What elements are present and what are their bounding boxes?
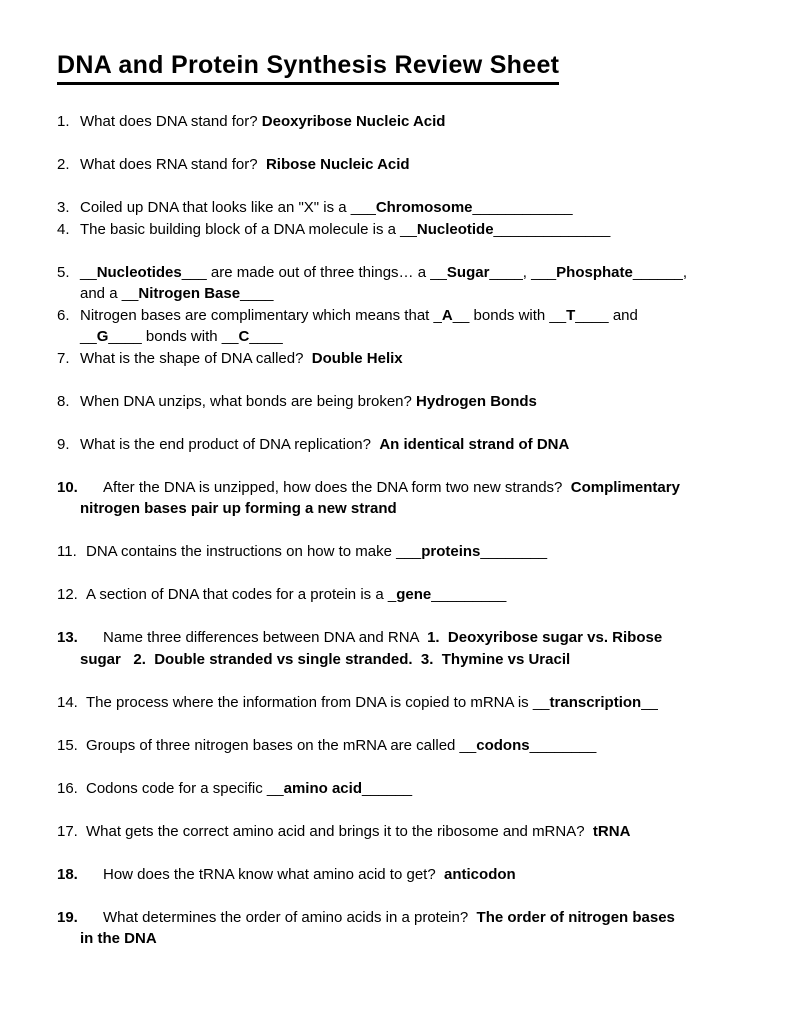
- answer-text: sugar 2. Double stranded vs single stranded. 3. Thymine vs Uracil: [80, 650, 571, 668]
- question-text-segment: __: [80, 263, 97, 281]
- question-text-segment: When DNA unzips, what bonds are being broken?: [80, 392, 417, 410]
- answer-text: proteins: [421, 543, 481, 560]
- question-text-segment: Groups of three nitrogen bases on the mRNA are called __: [86, 736, 477, 754]
- question-item: [57, 111, 767, 133]
- question-item: [57, 391, 767, 413]
- answer-text: Nucleotides: [96, 263, 182, 281]
- question-text: [86, 586, 506, 603]
- answer-text: G: [96, 328, 109, 345]
- question-text: [80, 264, 687, 303]
- question-text-segment: What does DNA stand for?: [80, 113, 262, 130]
- question-text: [80, 221, 610, 238]
- question-text-segment: What determines the order of amino acids in a protein?: [103, 908, 477, 926]
- question-text-segment: ____, ___: [489, 263, 557, 281]
- answer-text: Nucleotide: [416, 220, 494, 238]
- question-item: [57, 735, 767, 757]
- answer-text: Nitrogen Base: [138, 285, 241, 302]
- question-item: [57, 692, 767, 714]
- question-text-segment: and a __: [80, 285, 139, 302]
- question-number: 10.: [57, 478, 78, 496]
- question-number: 9.: [57, 435, 70, 453]
- question-text: [80, 113, 445, 130]
- question-number: 2.: [57, 156, 70, 173]
- question-text: [86, 737, 596, 754]
- question-text-segment: After the DNA is unzipped, how does the DNA form two new strands?: [103, 478, 571, 496]
- answer-text: tRNA: [592, 822, 631, 840]
- answer-text: 1. Deoxyribose sugar vs. Ribose: [427, 629, 663, 646]
- question-text-segment: The process where the information from DNA is copied to mRNA is __: [86, 693, 550, 711]
- answer-text: T: [566, 306, 576, 324]
- question-number: 17.: [57, 822, 78, 840]
- answer-text: Phosphate: [556, 263, 633, 281]
- question-text-segment: Coiled up DNA that looks like an "X" is a ___: [80, 199, 376, 216]
- question-text-segment: What gets the correct amino acid and brings it to the ribosome and mRNA?: [86, 822, 593, 840]
- question-text: [86, 543, 547, 560]
- question-number: 1.: [57, 113, 70, 130]
- question-text-segment: __: [641, 693, 658, 711]
- question-number: 15.: [57, 736, 78, 754]
- question-text: [86, 780, 412, 797]
- answer-text: anticodon: [444, 865, 516, 883]
- question-item: [57, 197, 767, 219]
- question-text: [103, 866, 516, 883]
- question-item: [57, 477, 767, 520]
- question-text: [80, 199, 573, 216]
- question-text-segment: The basic building block of a DNA molecule is a __: [80, 220, 417, 238]
- question-text-segment: ________: [529, 736, 597, 754]
- question-text-segment: Nitrogen bases are complimentary which means that _: [80, 306, 442, 324]
- question-text-segment: ______,: [632, 263, 688, 281]
- question-text-segment: How does the tRNA know what amino acid to get?: [103, 865, 445, 883]
- answer-text: C: [238, 328, 250, 345]
- question-number: 18.: [57, 865, 78, 883]
- answer-text: Complimentary: [570, 478, 680, 496]
- question-text: [80, 393, 537, 410]
- question-text-segment: ________: [480, 543, 548, 560]
- question-text-segment: What does RNA stand for?: [80, 156, 266, 173]
- question-number: 6.: [57, 306, 70, 324]
- answer-text: Deoxyribose Nucleic Acid: [261, 113, 446, 130]
- question-text: [86, 823, 630, 840]
- question-text: [80, 629, 662, 668]
- answer-text: in the DNA: [80, 930, 157, 947]
- question-item: [57, 262, 767, 305]
- question-text: [80, 156, 410, 173]
- question-list: [57, 111, 767, 950]
- answer-text: gene: [396, 586, 432, 603]
- question-text-segment: DNA contains the instructions on how to make ___: [86, 543, 422, 560]
- answer-text: Ribose Nucleic Acid: [265, 156, 410, 173]
- question-item: [57, 778, 767, 800]
- answer-text: A: [441, 306, 453, 324]
- question-text-segment: ____: [240, 285, 274, 302]
- question-text-segment: ____: [249, 328, 283, 345]
- question-text-segment: ____ and: [575, 306, 638, 324]
- answer-text: Double Helix: [311, 349, 403, 367]
- question-text-segment: Codons code for a specific __: [86, 779, 284, 797]
- question-item: [57, 627, 767, 670]
- question-text-segment: ______________: [493, 220, 611, 238]
- question-text: [80, 307, 638, 346]
- question-text-segment: ___ are made out of three things… a __: [181, 263, 447, 281]
- question-item: [57, 434, 767, 456]
- answer-text: nitrogen bases pair up forming a new strand: [80, 500, 397, 517]
- question-number: 14.: [57, 693, 78, 711]
- question-text-segment: ______: [361, 779, 413, 797]
- answer-text: Sugar: [446, 263, 490, 281]
- question-text-segment: What is the shape of DNA called?: [80, 349, 312, 367]
- answer-text: Chromosome: [375, 199, 473, 216]
- question-text-segment: Name three differences between DNA and RNA: [103, 629, 428, 646]
- question-number: 4.: [57, 220, 70, 238]
- question-number: 8.: [57, 392, 70, 410]
- question-item: [57, 154, 767, 176]
- question-item: [57, 541, 767, 563]
- question-text-segment: ____________: [472, 199, 573, 216]
- page-title: DNA and Protein Synthesis Review Sheet: [57, 50, 559, 85]
- question-item: [57, 864, 767, 886]
- question-text-segment: What is the end product of DNA replication?: [80, 435, 380, 453]
- question-text: [80, 436, 569, 453]
- question-number: 16.: [57, 779, 78, 797]
- question-number: 3.: [57, 199, 70, 216]
- question-number: 5.: [57, 263, 70, 281]
- question-number: 19.: [57, 908, 78, 926]
- question-number: 7.: [57, 349, 70, 367]
- question-text: [80, 909, 675, 948]
- question-item: [57, 305, 767, 348]
- question-text-segment: _________: [431, 586, 507, 603]
- question-text-segment: __: [80, 328, 97, 345]
- answer-text: transcription: [549, 693, 642, 711]
- question-text-segment: ____ bonds with __: [108, 328, 239, 345]
- answer-text: An identical strand of DNA: [379, 435, 570, 453]
- question-text: [80, 479, 680, 518]
- question-number: 12.: [57, 586, 78, 603]
- question-text-segment: A section of DNA that codes for a protein is a _: [86, 586, 397, 603]
- question-item: [57, 821, 767, 843]
- answer-text: The order of nitrogen bases: [476, 908, 675, 926]
- question-item: [57, 584, 767, 606]
- question-text: [86, 694, 658, 711]
- question-number: 11.: [57, 543, 77, 560]
- question-number: 13.: [57, 629, 78, 646]
- question-item: [57, 907, 767, 950]
- question-item: [57, 219, 767, 241]
- question-text-segment: __ bonds with __: [452, 306, 567, 324]
- answer-text: amino acid: [283, 779, 362, 797]
- answer-text: codons: [476, 736, 530, 754]
- answer-text: Hydrogen Bonds: [416, 392, 537, 410]
- question-item: [57, 348, 767, 370]
- question-text: [80, 350, 403, 367]
